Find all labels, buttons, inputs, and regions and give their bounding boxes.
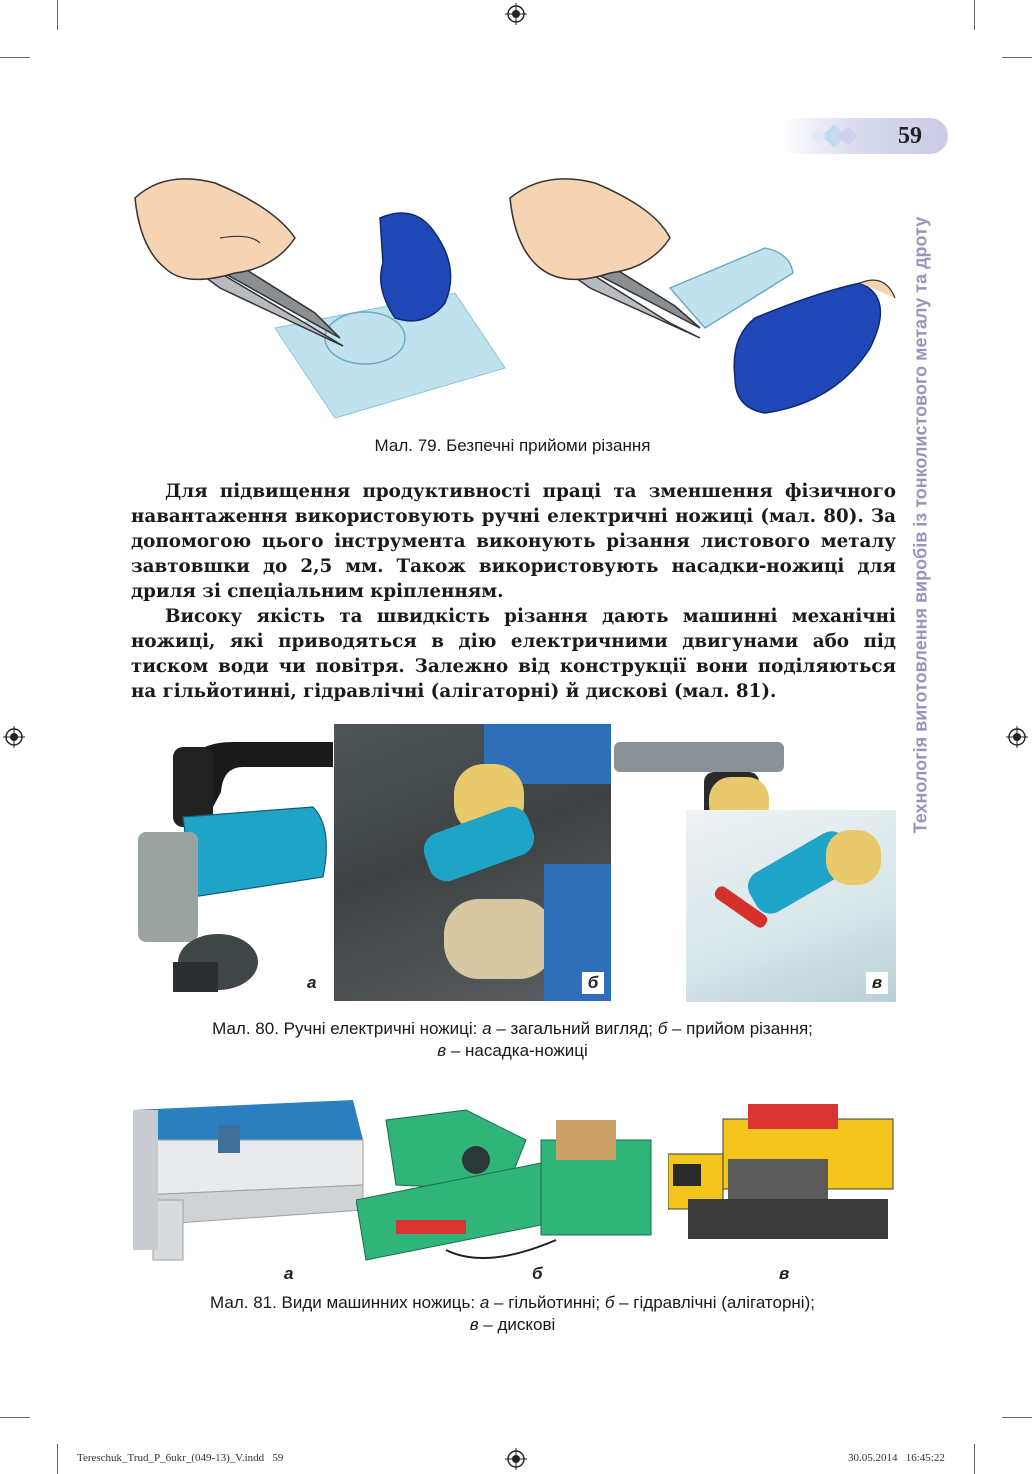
figure-81b-alligator-shears-image <box>356 1100 656 1270</box>
caption-letter: б <box>657 1019 668 1038</box>
figure-80-label-b: б <box>582 972 604 994</box>
figure-80b-cutting-photo <box>334 724 611 1001</box>
crop-mark <box>0 57 30 58</box>
side-chapter-title <box>905 180 937 870</box>
figure-80-label-a: а <box>307 973 317 992</box>
figure-80a-electric-shears-image <box>133 737 333 999</box>
caption-prefix: Мал. 80. Ручні електричні ножиці: <box>212 1019 483 1038</box>
attachment-drawing <box>614 742 784 772</box>
caption-letter: в <box>437 1041 447 1060</box>
caption-text: – насадка-ножиці <box>446 1041 588 1060</box>
caption-letter: б <box>604 1293 615 1312</box>
figure-79-caption: Мал. 79. Безпечні прийоми різання <box>374 436 651 455</box>
crop-mark <box>0 1417 30 1418</box>
drill-glove <box>826 830 881 885</box>
pipe-cutting-drawing <box>510 179 895 413</box>
footer-file-info: Tereschuk_Trud_P_6ukr_(049-13)_V.indd 59 <box>77 1452 284 1464</box>
sheet-cutting-drawing <box>135 179 505 418</box>
figure-81-label-a: а <box>284 1264 294 1283</box>
caption-text: – гільйотинні; <box>489 1293 605 1312</box>
crop-mark <box>1002 1417 1032 1418</box>
figure-79-illustration <box>125 178 900 428</box>
registration-mark-icon <box>505 1448 527 1470</box>
caption-text: – прийом різання; <box>667 1019 813 1038</box>
registration-mark-icon <box>1006 726 1028 748</box>
caption-text: – загальний вигляд; <box>491 1019 658 1038</box>
registration-mark-icon <box>3 726 25 748</box>
caption-text: – гідравлічні (алігаторні); <box>614 1293 815 1312</box>
figure-81-label-v: в <box>779 1264 790 1283</box>
page-number-tab <box>780 118 948 154</box>
crop-mark <box>974 1444 975 1474</box>
figure-80v-drill-attachment-photo <box>614 722 896 1002</box>
caption-letter: а <box>479 1293 490 1312</box>
caption-letter: в <box>469 1315 479 1334</box>
figure-81-label-b: б <box>532 1264 543 1283</box>
page-number: 59 <box>898 123 922 149</box>
crop-mark <box>57 0 58 30</box>
caption-letter: а <box>482 1019 492 1038</box>
figure-80-caption <box>130 1018 895 1062</box>
side-chapter-title-text: Технологія виготовлення виробів із тонколистового металу та дроту <box>910 216 931 834</box>
crop-mark <box>1002 57 1032 58</box>
crop-mark <box>57 1444 58 1474</box>
figure-81a-guillotine-image <box>133 1100 368 1265</box>
decorative-diamond-icon <box>804 120 874 152</box>
figure-81v-band-saw-image <box>668 1104 894 1252</box>
caption-prefix: Мал. 81. Види машинних ножиць: <box>210 1293 480 1312</box>
body-text <box>131 479 896 704</box>
drill-photo-panel <box>686 810 896 1002</box>
glove-lower <box>444 899 554 979</box>
caption-text: – дискові <box>478 1315 556 1334</box>
footer-date: 30.05.2014 16:45:22 <box>848 1452 945 1464</box>
crop-mark <box>974 0 975 30</box>
registration-mark-icon <box>505 3 527 25</box>
paragraph: Високу якість та швидкість різання дають машинні механічні ножиці, які приводяться в дію електричними двигунами або під тиском води чи повітря. Залежно від конструкції вони поділяються на гільйотинні, гідравлічні (алігаторні) й дискові (мал. 81). <box>131 606 896 702</box>
figure-81-caption <box>130 1292 895 1336</box>
figure-80-label-v: в <box>866 972 888 994</box>
paragraph: Для підвищення продуктивності праці та зменшення фізичного навантаження використовують ручні електричні ножиці (мал. 80). За допомогою цього інструмента виконують різання листового металу завтовшки до 2,5 мм. Також використовують насадки-ножиці для дриля зі спеціальним кріпленням. <box>131 481 896 602</box>
